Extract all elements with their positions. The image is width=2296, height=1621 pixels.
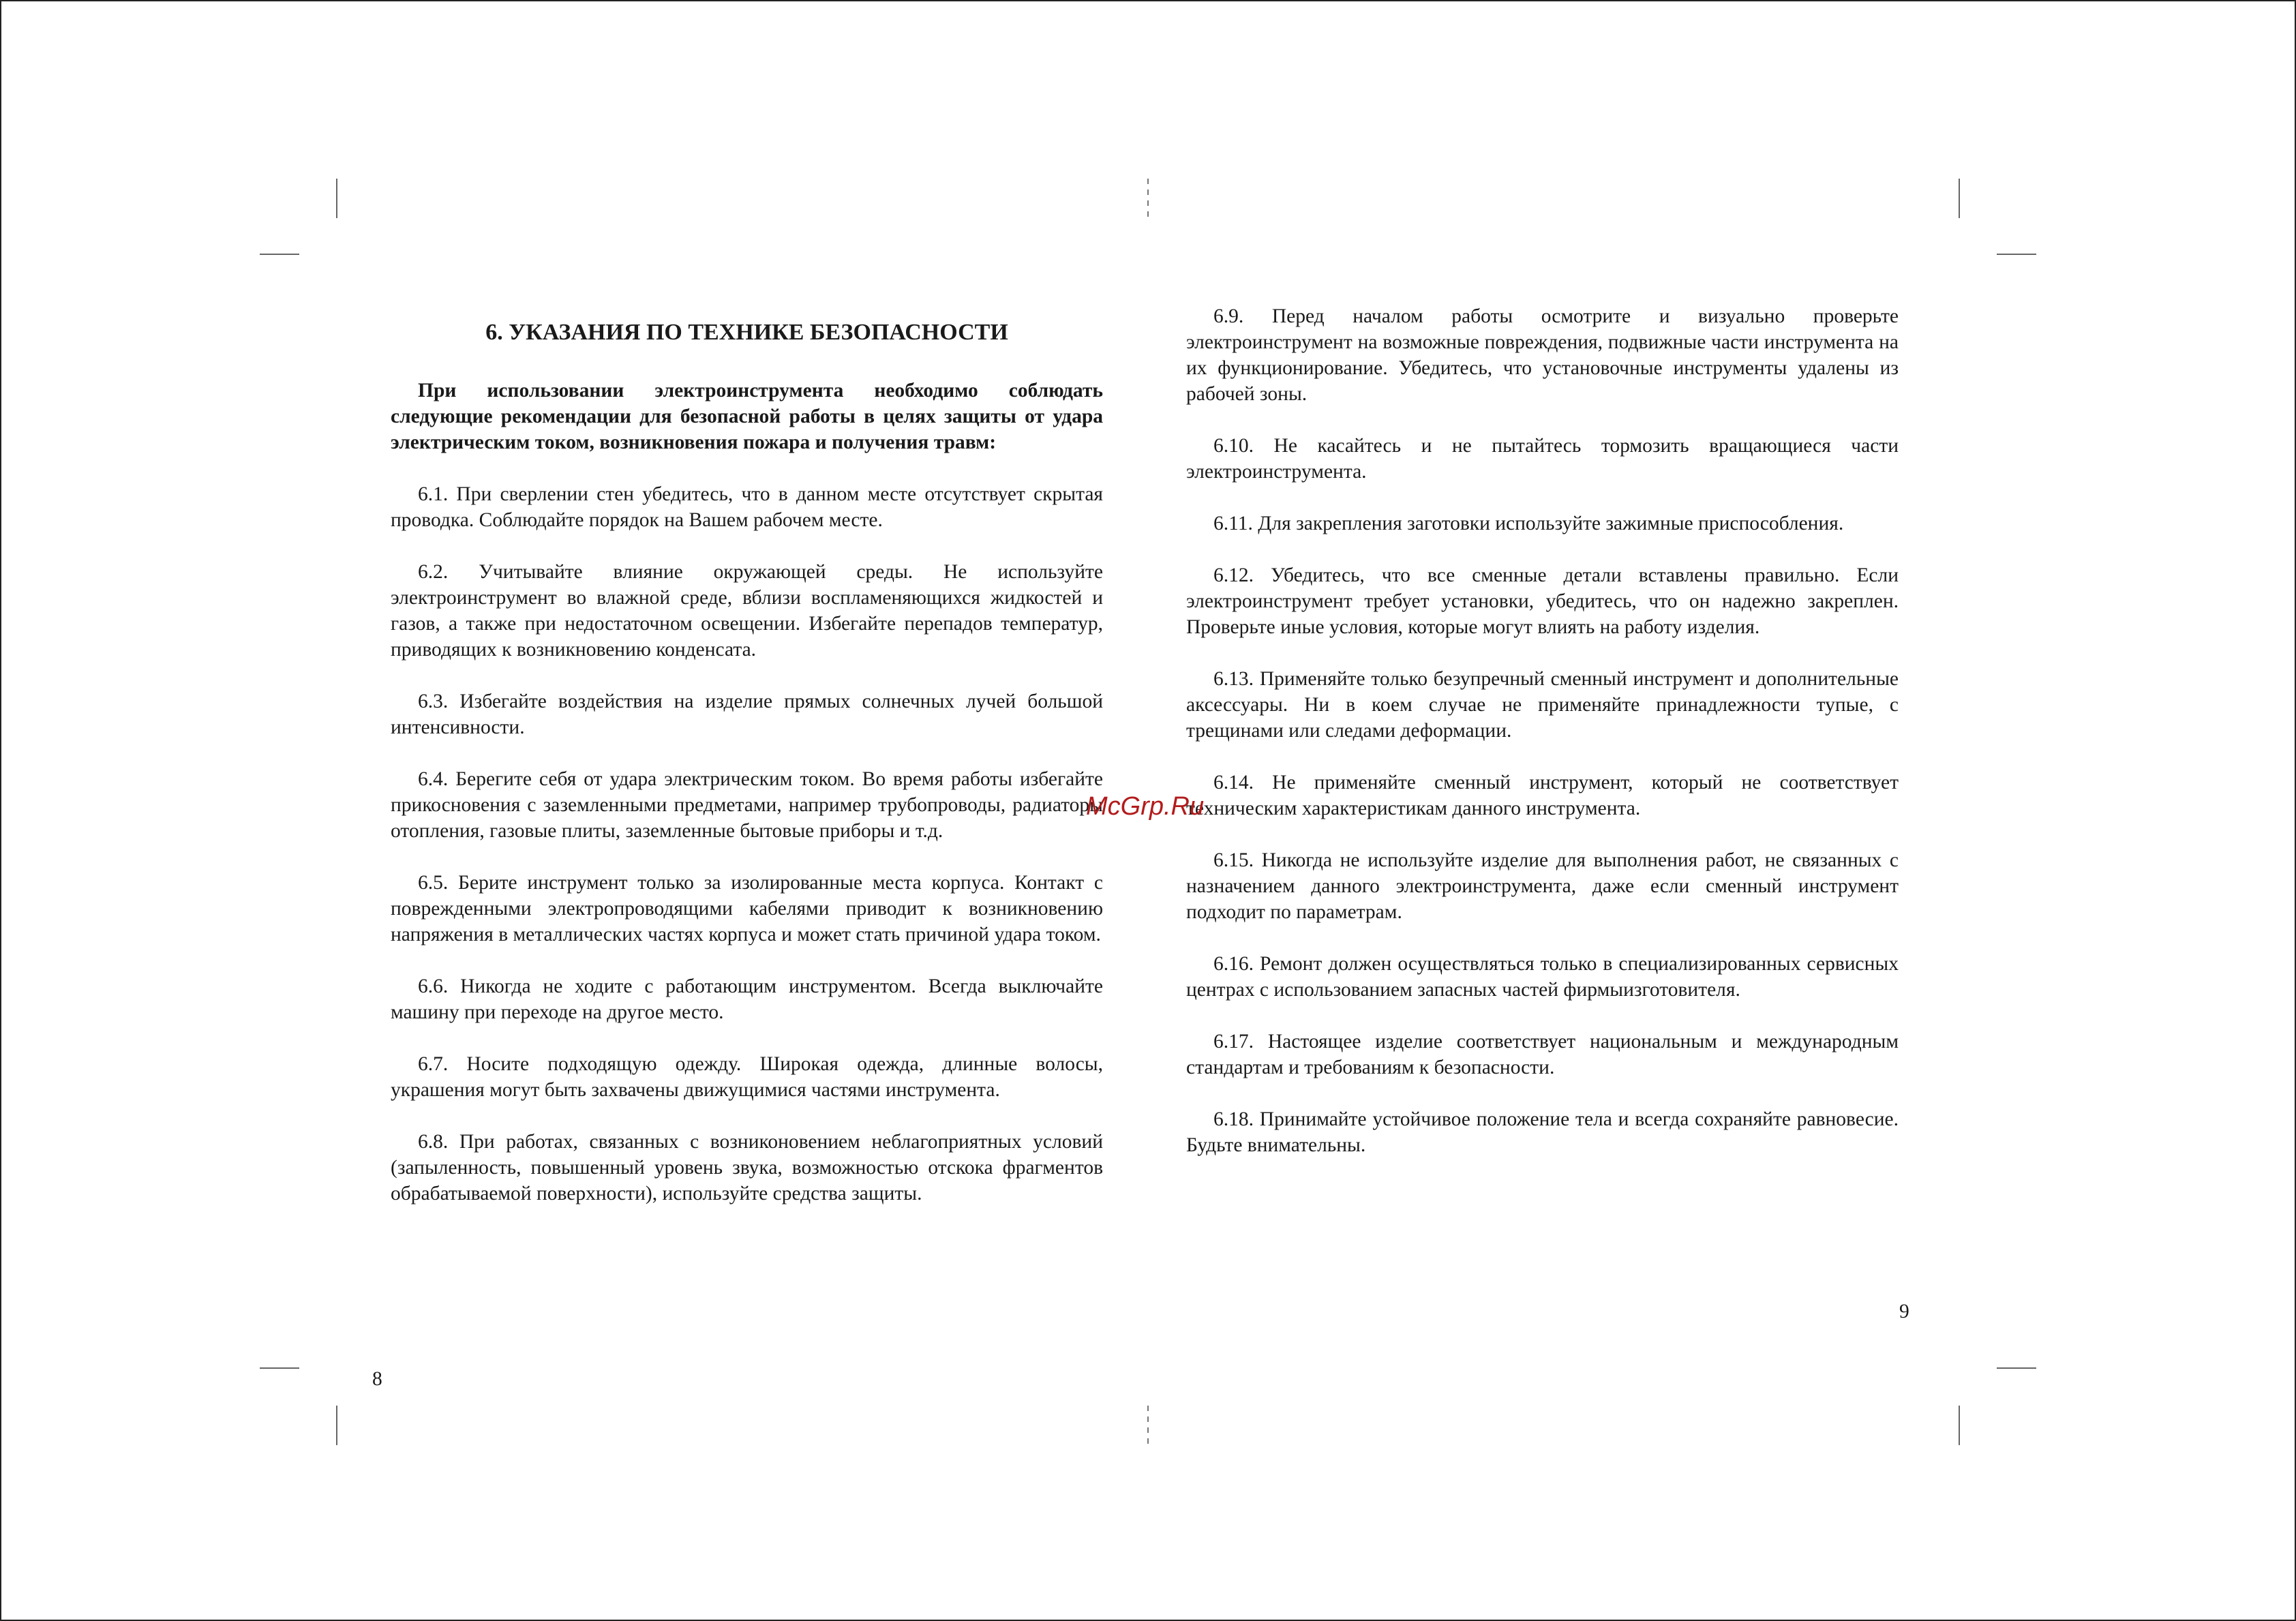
crop-mark (336, 1406, 337, 1445)
safety-item-6-1: 6.1. При сверлении стен убедитесь, что в данном месте отсутствует скрытая проводка. Соблюдайте порядок на Вашем рабочем месте. (391, 483, 1103, 531)
crop-mark (1997, 1367, 2036, 1369)
left-page-column (391, 312, 1103, 1232)
fold-mark (1147, 1406, 1149, 1445)
safety-item-6-8: 6.8. При работах, связанных с возниконовением неблагоприятных условий (запыленность, повышенный уровень звука, возможностью отскока фрагментов обрабатываемой поверхности), используйте средства защиты. (391, 1131, 1103, 1205)
safety-item-6-4: 6.4. Берегите себя от удара электрическим током. Во время работы избегайте прикосновения с заземленными предметами, например трубопроводы, радиаторы отопления, газовые плиты, заземленные бытовые приборы и т.д. (391, 768, 1103, 842)
safety-item-6-16: 6.16. Ремонт должен осуществляться только в специализированных сервисных центрах с использованием запасных частей фирмыизготовителя. (1186, 953, 1899, 1001)
safety-item-6-3: 6.3. Избегайте воздействия на изделие прямых солнечных лучей большой интенсивности. (391, 691, 1103, 738)
crop-mark (260, 254, 299, 255)
crop-mark (1959, 1406, 1960, 1445)
safety-item-6-9: 6.9. Перед началом работы осмотрите и визуально проверьте электроинструмент на возможные повреждения, подвижные части инструмента на их функционирование. Убедитесь, что установочные инструменты удалены из рабочей зоны. (1186, 305, 1899, 405)
safety-item-6-10: 6.10. Не касайтесь и не пытайтесь тормозить вращающиеся части электроинструмента. (1186, 435, 1899, 483)
fold-mark (1147, 179, 1149, 218)
watermark-link[interactable]: McGrp.Ru (1086, 792, 1205, 821)
intro-paragraph: При использовании электроинструмента необходимо соблюдать следующие рекомендации для безопасной работы в целях защиты от удара электрическим током, возникновения пожара и получения травм: (391, 380, 1103, 453)
page-number-right: 9 (1899, 1301, 1909, 1322)
crop-mark (1959, 179, 1960, 218)
crop-mark (336, 179, 337, 218)
safety-item-6-12: 6.12. Убедитесь, что все сменные детали вставлены правильно. Если электроинструмент требует установки, убедитесь, что он надежно закреплен. Проверьте иные условия, которые могут влиять на работу изделия. (1186, 564, 1899, 638)
safety-item-6-11: 6.11. Для закрепления заготовки используйте зажимные приспособления. (1213, 513, 1844, 534)
right-page-column (1186, 303, 1899, 1184)
safety-item-6-13: 6.13. Применяйте только безупречный сменный инструмент и дополнительные аксессуары. Ни в коем случае не применяйте принадлежности тупые, с трещинами или следами деформации. (1186, 668, 1899, 742)
safety-item-6-18: 6.18. Принимайте устойчивое положение тела и всегда сохраняйте равновесие. Будьте внимательны. (1186, 1108, 1899, 1156)
safety-item-6-5: 6.5. Берите инструмент только за изолированные места корпуса. Контакт с поврежденными электропроводящими кабелями приводит к возникновению напряжения в металлических частях корпуса и может стать причиной удара током. (391, 872, 1103, 945)
safety-item-6-6: 6.6. Никогда не ходите с работающим инструментом. Всегда выключайте машину при переходе на другое место. (391, 975, 1103, 1023)
safety-item-6-15: 6.15. Никогда не используйте изделие для выполнения работ, не связанных с назначением данного электроинструмента, даже если сменный инструмент подходит по параметрам. (1186, 849, 1899, 923)
safety-item-6-17: 6.17. Настоящее изделие соответствует национальным и международным стандартам и требованиям к безопасности. (1186, 1031, 1899, 1078)
page-number-left: 8 (372, 1368, 382, 1390)
crop-mark (1997, 254, 2036, 255)
safety-item-6-7: 6.7. Носите подходящую одежду. Широкая одежда, длинные волосы, украшения могут быть захвачены движущимися частями инструмента. (391, 1053, 1103, 1101)
crop-mark (260, 1367, 299, 1369)
safety-item-6-2: 6.2. Учитывайте влияние окружающей среды. Не используйте электроинструмент во влажной среде, вблизи воспламеняющихся жидкостей и газов, а также при недостаточном освещении. Избегайте перепадов температур, приводящих к возникновению конденсата. (391, 561, 1103, 661)
safety-item-6-14: 6.14. Не применяйте сменный инструмент, который не соответствует техническим характеристикам данного инструмента. (1186, 772, 1899, 819)
section-title: 6. УКАЗАНИЯ ПО ТЕХНИКЕ БЕЗОПАСНОСТИ (485, 320, 1008, 345)
